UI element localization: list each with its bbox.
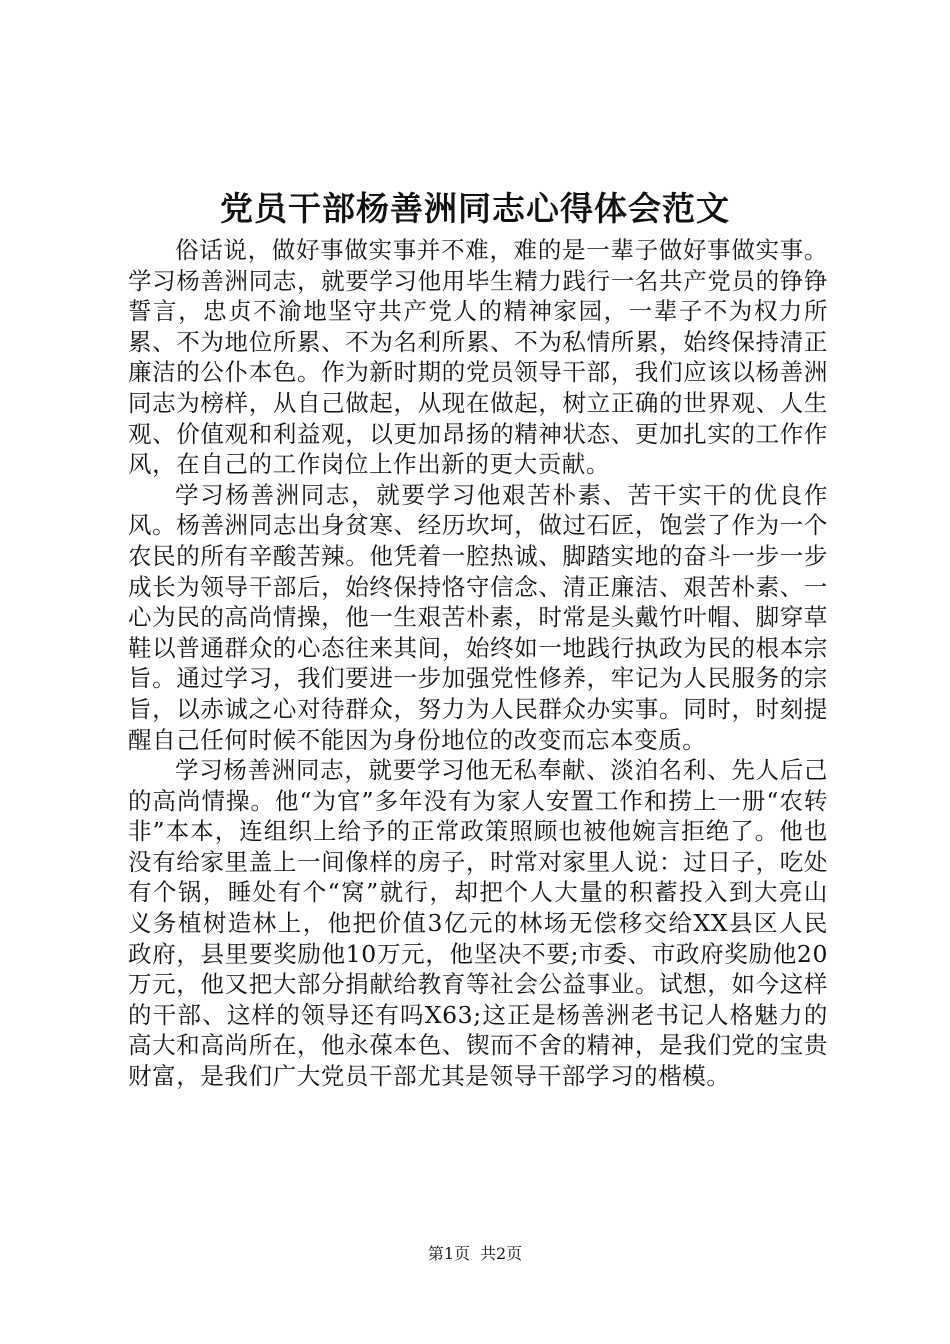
paragraph-2: 学习杨善洲同志，就要学习他艰苦朴素、苦干实干的优良作风。杨善洲同志出身贫寒、经历坎坷，做过石匠，饱尝了作为一个农民的所有辛酸苦辣。他凭着一腔热诚、脚踏实地的奋斗一步一步成长为领导干部后，始终保持恪守信念、清正廉洁、艰苦朴素、一心为民的高尚情操，他一生艰苦朴素，时常是头戴竹叶帽、脚穿草鞋以普通群众的心态往来其间，始终如一地践行执政为民的根本宗旨。通过学习，我们要进一步加强党性修养，牢记为人民服务的宗旨，以赤诚之心对待群众，努力为人民群众办实事。同时，时刻提醒自己任何时候不能因为身份地位的改变而忘本变质。 [128,480,828,754]
page-number-total: 共2页 [480,1244,523,1263]
document-title: 党员干部杨善洲同志心得体会范文 [220,189,730,228]
page-number-current: 第1页 [427,1244,470,1263]
paragraph-3: 学习杨善洲同志，就要学习他无私奉献、淡泊名利、先人后己的高尚情操。他“为官”多年没有为家人安置工作和捞上一册“农转非”本本，连组织上给予的正常政策照顾也被他婉言拒绝了。他也没有给家里盖上一间像样的房子，时常对家里人说：过日子，吃处有个锅，睡处有个“窝”就行，却把个人大量的积蓄投入到大亮山义务植树造林上，他把价值3亿元的林场无偿移交给XX县区人民政府，县里要奖励他10万元，他坚决不要;市委、市政府奖励他20万元，他又把大部分捐献给教育等社会公益事业。试想，如今这样的干部、这样的领导还有吗X63;这正是杨善洲老书记人格魅力的高大和高尚所在，他永葆本色、锲而不舍的精神，是我们党的宝贵财富，是我们广大党员干部尤其是领导干部学习的楷模。 [128,756,828,1091]
document-body [128,235,828,1092]
page-footer [0,1244,950,1264]
paragraph-1: 俗话说，做好事做实事并不难，难的是一辈子做好事做实事。学习杨善洲同志，就要学习他用毕生精力践行一名共产党员的铮铮誓言，忠贞不渝地坚守共产党人的精神家园，一辈子不为权力所累、不为地位所累、不为名利所累、不为私情所累，始终保持清正廉洁的公仆本色。作为新时期的党员领导干部，我们应该以杨善洲同志为榜样，从自己做起，从现在做起，树立正确的世界观、人生观、价值观和利益观，以更加昂扬的精神状态、更加扎实的工作作风，在自己的工作岗位上作出新的更大贡献。 [128,236,828,479]
